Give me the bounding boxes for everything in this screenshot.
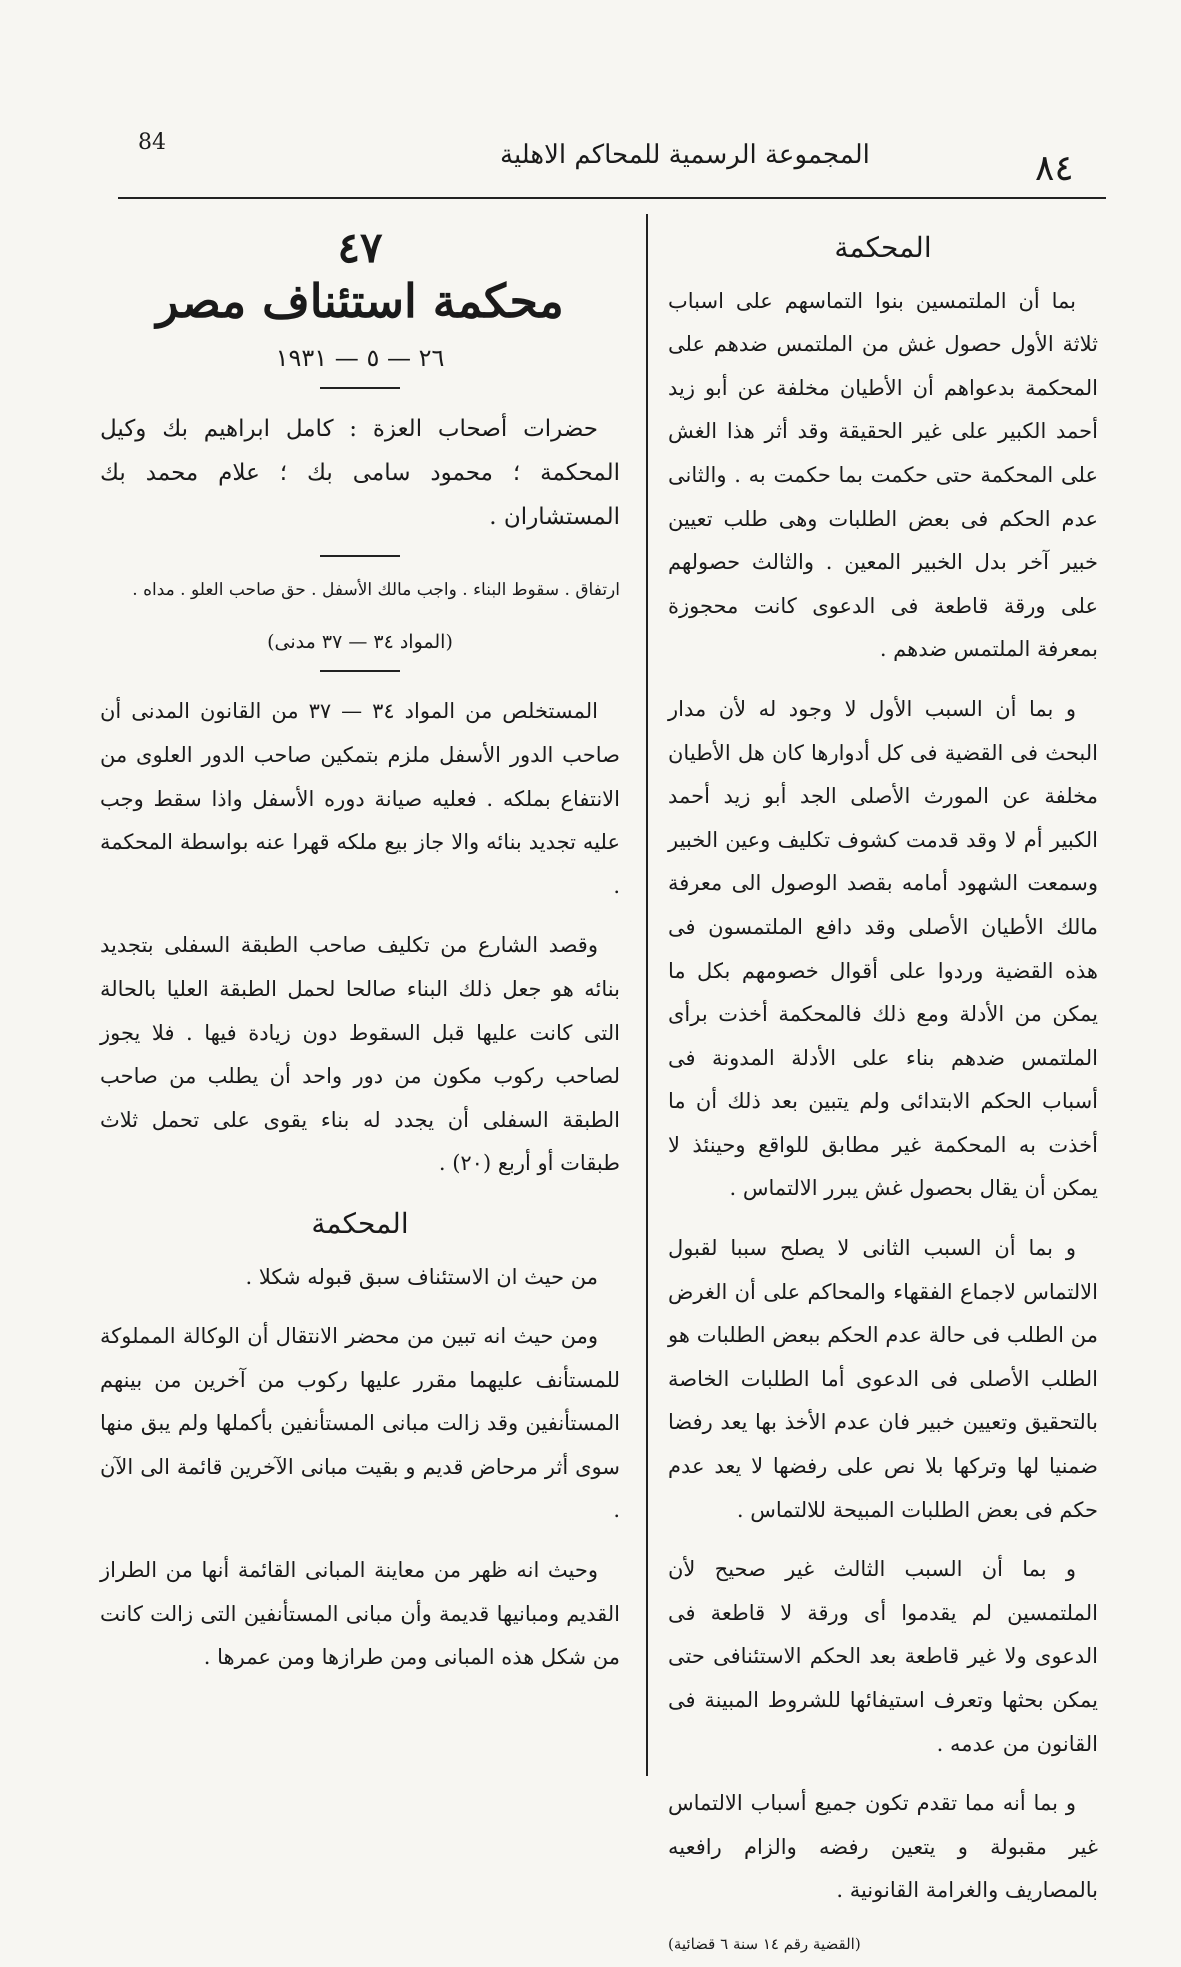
paragraph: بما أن الملتمسين بنوا التماسهم على اسباب ثلاثة الأول حصول غش من الملتمس ضدهم على المحكمة بدعواهم أن الأطيان مخلفة عن أبو زيد أحمد الكبير على غير الحقيقة وقد أثر هذا الغش على المحكمة حتى حكمت بما حكمت به . والثانى عدم الحكم فى بعض الطلبات وهى طلب تعيين خبير آخر بدل الخبير المعين . والثالث حصولهم على ورقة قاطعة فى الدعوى كانت محجوزة بمعرفة الملتمس ضدهم . [668, 288, 1098, 662]
paragraph: من حيث ان الاستئناف سبق قبوله شكلا . [245, 1264, 598, 1289]
column-divider [646, 214, 648, 1776]
paragraph: و بما أن السبب الأول لا وجود له لأن مدار البحث فى القضية فى كل أدوارها كان هل الأطيان مخلفة عن المورث الأصلى الجد أبو زيد أحمد الكبير أم لا وقد قدمت كشوف تكليف وعين الخبير وسمعت الشهود أمامه بقصد الوصول الى معرفة مالك الأطيان الأصلى وقد دافع الملتمسون فى هذه القضية وردوا على أقوال خصومهم بكل ما يمكن من الأدلة ومع ذلك فالمحكمة أخذت برأى الملتمس ضدهم بناء على الأدلة المدونة فى أسباب الحكم الابتدائى ولم يتبين بعد ذلك أن ما أخذت به المحكمة غير مطابق للواقع وحينئذ لا يمكن أن يقال بحصول غش يبرر الالتماس . [668, 696, 1098, 1201]
page-number-arabic: ٨٤ [1035, 148, 1074, 189]
case-number: ٤٧ [337, 223, 383, 272]
case-reference: (القضية رقم ١٤ سنة ٦ قضائية) [668, 1934, 861, 1953]
summary-paragraph: وقصد الشارع من تكليف صاحب الطبقة السفلى بتجديد بنائه هو جعل ذلك البناء صالحا لحمل الطبقة العليا بالحالة التى كانت عليها قبل السقوط دون زيادة فيها . فلا يجوز لصاحب ركوب مكون من دور واحد أن يطلب من صاحب الطبقة السفلى أن يجدد له بناء يقوى على تحمل ثلاث طبقات أو أربع (٢٠) . [100, 933, 620, 1176]
summary-paragraph: المستخلص من المواد ٣٤ — ٣٧ من القانون المدنى أن صاحب الدور الأسفل ملزم بتمكين صاحب الدور العلوى من الانتفاع بملكه . فعليه صيانة دوره الأسفل واذا سقط وجب عليه تجديد بنائه والا جاز بيع ملكه قهرا عنه بواسطة المحكمة . [100, 699, 620, 898]
section-heading: المحكمة [834, 231, 932, 264]
case-date: ٢٦ — ٥ — ١٩٣١ [275, 344, 445, 373]
right-column [668, 210, 1098, 1967]
section-heading: المحكمة [311, 1206, 409, 1240]
judges-list: حضرات أصحاب العزة : كامل ابراهيم بك وكيل المحكمة ؛ محمود سامى بك ؛ علام محمد بك المستشاران . [100, 415, 620, 530]
paragraph: ومن حيث انه تبين من محضر الانتقال أن الوكالة المملوكة للمستأنف عليهما مقرر عليها ركوب من آخرين من بينهم المستأنفين وقد زالت مبانى المستأنفين بأكملها ولم يبق منها سوى أثر مرحاض قديم و بقيت مبانى الآخرين قائمة الى الآن . [100, 1324, 620, 1523]
divider [320, 555, 400, 557]
divider [320, 670, 400, 672]
paragraph: و بما أن السبب الثانى لا يصلح سببا لقبول الالتماس لاجماع الفقهاء والمحاكم على أن الغرض من الطلب فى حالة عدم الحكم ببعض الطلبات هو الطلب الأصلى فى الدعوى أما الطلبات الخاصة بالتحقيق وتعيين خبير فان عدم الأخذ بها يعد رفضا ضمنيا لها وتركها بلا نص على رفضها لا يعد عدم حكم فى بعض الطلبات المبيحة للالتماس . [668, 1236, 1098, 1522]
court-name: محكمة استئناف مصر [156, 273, 564, 328]
divider [320, 387, 400, 389]
header-rule [118, 197, 1106, 199]
articles-ref: (المواد ٣٤ — ٣٧ مدنى) [267, 630, 453, 653]
left-column [100, 210, 620, 1696]
paragraph: و بما أن السبب الثالث غير صحيح لأن الملتمسين لم يقدموا أى ورقة لا قاطعة فى الدعوى ولا غير قاطعة بعد الحكم الاستئنافى حتى يمكن بحثها وتعرف استيفائها للشروط المبينة فى القانون من عدمه . [668, 1557, 1098, 1756]
paragraph: و بما أنه مما تقدم تكون جميع أسباب الالتماس غير مقبولة و يتعين رفضه والزام رافعيه بالمصاريف والغرامة القانونية . [668, 1791, 1098, 1903]
paragraph: وحيث انه ظهر من معاينة المبانى القائمة أنها من الطراز القديم ومبانيها قديمة وأن مبانى المستأنفين التى زالت كانت من شكل هذه المبانى ومن طرازها ومن عمرها . [100, 1558, 620, 1670]
running-title: المجموعة الرسمية للمحاكم الاهلية [500, 140, 870, 170]
keywords: ارتفاق . سقوط البناء . واجب مالك الأسفل . حق صاحب العلو . مداه . [132, 579, 620, 600]
page-number-latin: 84 [138, 130, 166, 155]
